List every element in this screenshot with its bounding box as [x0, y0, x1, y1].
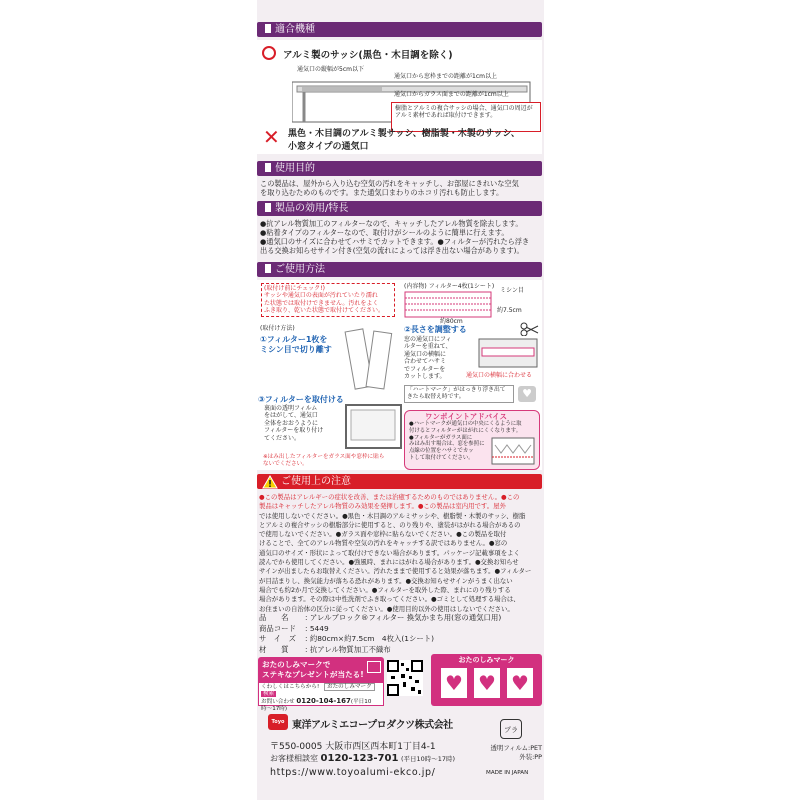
- heart-mark-icon: ♥: [518, 386, 536, 402]
- spec-value: : 抗アレル物質加工不織布: [305, 644, 391, 654]
- contact-phone: 0120-123-701: [320, 753, 399, 764]
- promo-detail: [258, 682, 384, 712]
- step2-line: カットします。: [404, 373, 446, 381]
- promo-search-field: おたのしみマーク: [324, 683, 375, 691]
- heart-change-note: [404, 385, 514, 403]
- step2-text: [404, 336, 452, 380]
- advice-title: ワンポイントアドバイス: [425, 412, 508, 421]
- adjust-length-diagram: [478, 338, 540, 368]
- section-header-purpose: [257, 161, 542, 176]
- promo-phone: 0120-104-167: [296, 697, 351, 705]
- step2-fit-label: 通気口の横幅に合わせる: [466, 372, 533, 379]
- section-header-usage: [257, 262, 542, 277]
- otanoshimi-mark-panel: [431, 654, 542, 706]
- caution-line: 製品はキャッチしたアレル物質のみ効果を発揮します。●この製品は室内用です。屋外: [259, 502, 506, 511]
- spec-row: [259, 613, 501, 624]
- step1-title: ①フィルター1枚を: [260, 335, 328, 344]
- length-label: 約80cm: [440, 318, 463, 325]
- advice-diagram: [491, 437, 535, 465]
- step3-text: [264, 405, 323, 442]
- caution-line: で使用しないでください。●ガラス面や窓枠に貼らないでください。●この製品を取付: [259, 530, 507, 539]
- compat-note-glass: 通気口からガラス面までの距離が1cm以上: [394, 91, 509, 98]
- promo-line2: ステキなプレゼントが当たる!: [262, 670, 364, 679]
- section-header-compat: [257, 22, 542, 37]
- section-title: 適合機種: [275, 24, 315, 35]
- step2-line: ルターを重ねて、: [404, 343, 452, 351]
- caution-line: とアルミの複合サッシの樹脂部分に使用すると、のり残りや、塗装がはがれる場合があるの: [259, 520, 521, 529]
- company-address: 〒550-0005 大阪市西区西本町1丁目4-1: [270, 742, 436, 752]
- step2-line: でフィルターを: [404, 365, 446, 373]
- spec-key: 材 質: [259, 644, 289, 654]
- bar-icon: [265, 163, 271, 172]
- precheck-title: (取付け前にチェック!): [264, 285, 325, 292]
- advice-line: ●フィルターがガラス面に: [409, 434, 473, 441]
- compat-note-composite: 樹脂とアルミの複合サッシの場合、通気口の周辺がアルミ素材であれば取付けできます。: [395, 105, 533, 120]
- precheck-line: サッシや通気口の表面が汚れていたり濡れ: [264, 292, 378, 300]
- promo-phone-label: お問い合わせ: [261, 699, 295, 705]
- caution-line: 通気口のサイズ・形状によって取付けできない場合があります。パッケージ記載事項をよく: [259, 548, 520, 557]
- contact-hours: (平日10時〜17時): [400, 755, 456, 763]
- caution-line: ●この製品はアレルギーの症状を改善、または治癒するためのものではありません。●この: [259, 493, 520, 501]
- company-url[interactable]: https://www.toyoalumi-ekco.jp/: [270, 767, 436, 778]
- caution-line: では使用しないでください。●黒色・木目調のアルミサッシや、樹脂製・木製のサッシ、樹脂: [259, 511, 526, 520]
- qr-code-icon: [387, 660, 423, 696]
- advice-line: 付けるとフィルターがはがれにくくなります。: [409, 427, 522, 434]
- effects-line: 出る交換お知らせサイン付き(空気の流れによっては浮き出ない場合があります)。: [260, 246, 524, 255]
- purpose-line: この製品は、屋外から入り込む空気の汚れをキャッチし、お部屋にきれいな空気: [260, 179, 519, 188]
- scissors-icon: [520, 322, 540, 336]
- effects-text: [260, 219, 529, 255]
- promo-detail-text: くわしくはこちらから!: [261, 684, 320, 690]
- company-name: 東洋アルミエコープロダクツ株式会社: [292, 720, 453, 731]
- promo-line1: おたのしみマークで: [262, 660, 331, 669]
- contents-label: (内容物) フィルター4枚(1シート): [404, 283, 495, 290]
- effects-line: ●抗アレル物質加工のフィルターなので、キャッチしたアレル物質を除去します。: [260, 219, 523, 228]
- precheck-line: た状態では取付けできません。汚れをよく: [264, 299, 379, 307]
- ok-circle-icon: [262, 46, 276, 60]
- made-in-japan: MADE IN JAPAN: [486, 770, 529, 776]
- film-material: 透明フィルム:PET: [490, 744, 542, 752]
- step2-title: ②長さを調整する: [404, 325, 467, 334]
- compat-ng-text: [288, 128, 520, 154]
- method-label: (取付け方法): [260, 325, 295, 332]
- heart-icon: ♥: [474, 668, 500, 698]
- precheck-line: ふき取り、乾いた状態で取付けてください。: [264, 307, 385, 315]
- section-header-effects: [257, 201, 542, 216]
- spec-table: [259, 613, 501, 655]
- bag-material: 外装:PP: [519, 753, 542, 761]
- toyo-logo: Toyo: [268, 714, 288, 730]
- compat-ng-line1: 黒色・木目調のアルミ製サッシ、樹脂製・木製のサッシ、: [288, 129, 520, 139]
- step3-line: フィルターを取り付け: [264, 427, 324, 435]
- width-label: 約7.5cm: [497, 307, 522, 314]
- section-title: 使用目的: [275, 163, 315, 174]
- caution-line: が目詰まりし、換気能力が落ちる恐れがあります。●交換お知らせサインがうまく出ない: [259, 576, 513, 585]
- spec-row: [259, 624, 501, 635]
- caution-text: [259, 493, 531, 614]
- recycle-pla-icon: プラ: [500, 719, 522, 739]
- ng-cross-icon: ✕: [263, 125, 280, 149]
- heart-icon: ♥: [441, 668, 467, 698]
- compat-note-frame: 通気口から窓枠までの距離が1cm以上: [394, 73, 497, 80]
- precheck-box: [261, 283, 395, 317]
- step2-line: 通気口の横幅に: [404, 350, 447, 358]
- step1-subtitle: ミシン目で切り離す: [260, 345, 332, 354]
- section-title: 製品の効用/特長: [275, 203, 349, 214]
- step3-line: 全体をおおうように: [264, 419, 319, 427]
- section-title: ご使用方法: [275, 264, 325, 275]
- compat-ok-title: アルミ製のサッシ(黒色・木目調を除く): [283, 50, 453, 61]
- caution-line: けることで、全てのアレル物質や空気の汚れをキャッチする訳ではありません。●窓の: [259, 539, 508, 548]
- section-title: ご使用上の注意: [281, 476, 351, 487]
- customer-contact: [270, 753, 455, 764]
- heart-note-line: きたら取替え時です。: [407, 394, 465, 400]
- step3-line: てください。: [264, 434, 301, 442]
- caution-line: お住まいの自治体の区分に従ってください。●使用目的以外の使用はしないでください。: [259, 604, 514, 613]
- step3-title: ③フィルターを取付ける: [258, 395, 344, 404]
- bar-icon: [265, 264, 271, 273]
- caution-line: 場合があります。その際は中性洗剤でふき取ってください。●ゴミとして処理する場合は、: [259, 595, 520, 604]
- spec-row: [259, 634, 501, 645]
- perforation-label: ミシン目: [500, 287, 524, 294]
- compat-ng-line2: 小窓タイプの通気口: [288, 142, 369, 152]
- purpose-text: [260, 179, 519, 197]
- warning-icon: [262, 475, 278, 489]
- step3-line: をはがして、通気口: [264, 412, 318, 420]
- heart-icon: ♥: [507, 668, 533, 698]
- cut-filter-illustration: [330, 326, 400, 390]
- purpose-line: を取り込むためのものです。また通気口まわりのホコリ汚れも防止します。: [260, 188, 504, 197]
- step3-note: ※はみ出したフィルターをガラス面や窓枠に貼らないでください。: [263, 454, 385, 467]
- advice-line: みはみ出す場合は、窓を参照に: [409, 441, 485, 448]
- step2-line: 合わせてハサミ: [404, 358, 447, 366]
- bar-icon: [265, 24, 271, 33]
- spec-value: : アレルブロック®フィルター 換気かまち用(窓の通気口用): [305, 613, 502, 622]
- heart-note-line: 「ハートマーク」がはっきり浮き出て: [407, 387, 506, 393]
- bar-icon: [265, 203, 271, 212]
- otanoshimi-title: おたのしみマーク: [458, 656, 515, 664]
- promo-phone-hours: (平日10時〜17時): [261, 699, 372, 712]
- step3-line: 裏面の透明フィルム: [264, 405, 318, 412]
- material-info: [484, 744, 542, 762]
- filter-sheet-diagram: [404, 291, 494, 319]
- spec-value: : 約80cm×約7.5cm 4枚入(1シート): [305, 634, 435, 644]
- gift-icon: [367, 661, 381, 673]
- caution-line: 読んでから使用してください。●強風時、まれにはがれる場合があります。●交換お知らせ: [259, 558, 519, 567]
- attach-filter-illustration: [345, 404, 403, 450]
- caution-line: 場合でも約2か月で交換してください。●フィルターを取外した際、まれにのり残りする: [259, 585, 511, 594]
- advice-line: 点線の位置をハサミでカッ: [409, 448, 474, 455]
- advice-line: トして取付けてください。: [409, 454, 474, 461]
- contact-label: お客様相談室: [270, 754, 318, 763]
- advice-line: ●ハートマークが通気口の中央にくるように取: [409, 421, 522, 427]
- effects-line: ●粘着タイプのフィルターなので、取付けがシールのように簡単に行えます。: [260, 228, 509, 237]
- section-header-caution: [257, 474, 542, 489]
- promo-text: [262, 660, 364, 680]
- spec-value: : 5449: [305, 623, 329, 633]
- effects-line: ●通気口のサイズに合わせてハサミでカットできます。●フィルターが汚れたら浮き: [260, 237, 530, 246]
- spec-key: 商品コード: [259, 623, 296, 633]
- spec-key: サ イ ズ: [259, 634, 296, 644]
- promo-search-button: 検索: [263, 691, 275, 697]
- compat-note-height: 通気口の縦幅が5cm以下: [297, 66, 364, 73]
- step2-line: 窓の通気口にフィ: [404, 336, 452, 343]
- spec-key: 品 名: [259, 613, 289, 622]
- caution-line: サインが出ましたらお取替えください。汚れたままで使用すると効果が落ちます。●フィルター: [259, 567, 532, 576]
- step1: [260, 335, 332, 355]
